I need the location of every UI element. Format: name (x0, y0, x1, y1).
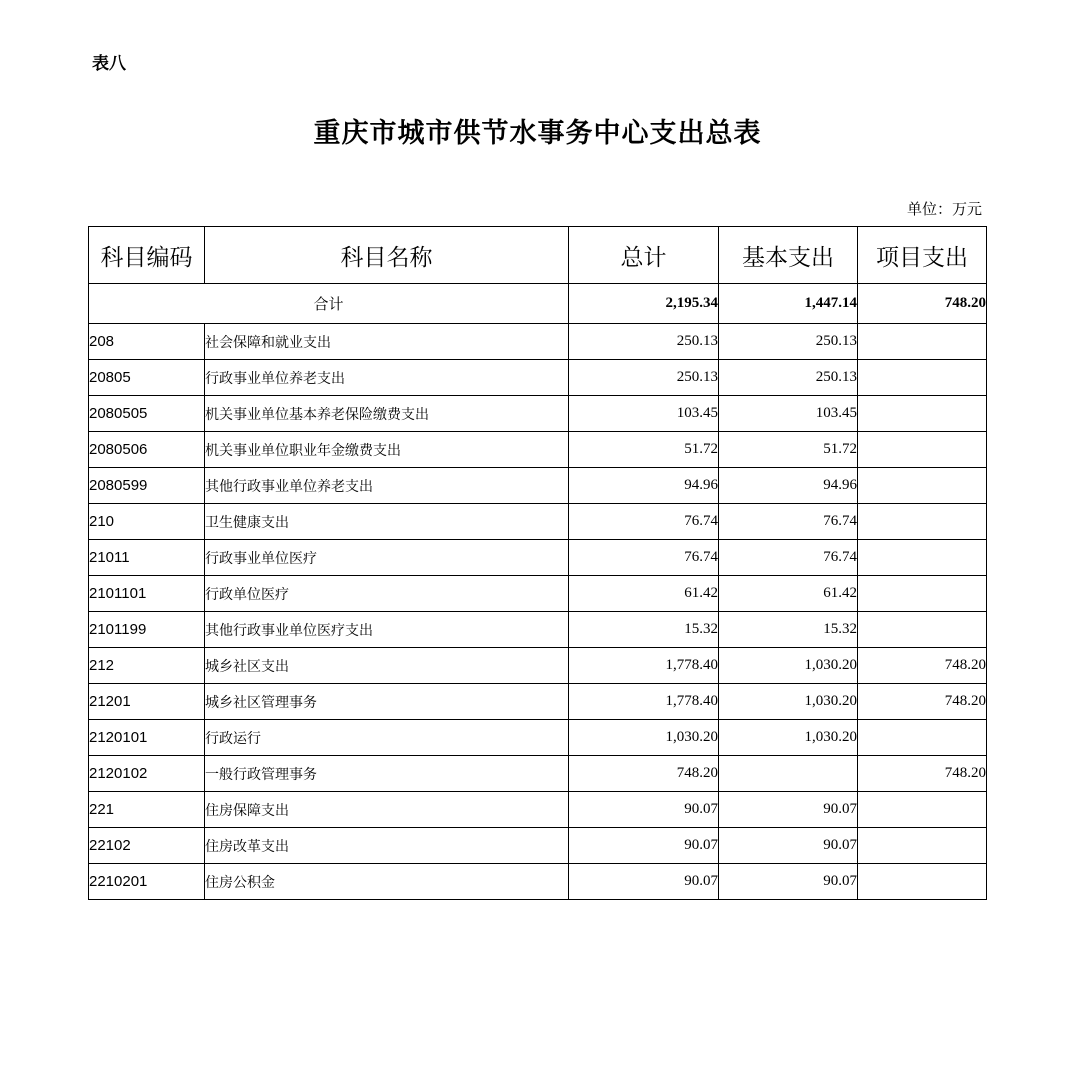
table-row (89, 324, 987, 360)
document-title: 重庆市城市供节水事务中心支出总表 (313, 118, 762, 149)
basic-amount: 15.32 (719, 612, 858, 648)
subject-code: 2210201 (89, 864, 205, 900)
header-project: 项目支出 (858, 227, 987, 284)
project-amount (858, 504, 987, 540)
subject-name: 社会保障和就业支出 (205, 324, 569, 360)
table-row (89, 360, 987, 396)
table-row (89, 504, 987, 540)
total-row (89, 284, 987, 324)
project-amount (858, 576, 987, 612)
subject-name: 城乡社区支出 (205, 648, 569, 684)
subject-code: 221 (89, 792, 205, 828)
subject-name: 城乡社区管理事务 (205, 684, 569, 720)
basic-amount: 250.13 (719, 360, 858, 396)
basic-amount: 90.07 (719, 864, 858, 900)
total-amount: 1,778.40 (569, 648, 719, 684)
table-row (89, 792, 987, 828)
table-row (89, 396, 987, 432)
basic-amount: 76.74 (719, 540, 858, 576)
subject-code: 2080506 (89, 432, 205, 468)
total-amount: 90.07 (569, 864, 719, 900)
table-row (89, 576, 987, 612)
subject-name: 一般行政管理事务 (205, 756, 569, 792)
project-amount (858, 864, 987, 900)
header-code: 科目编码 (89, 227, 205, 284)
total-amount: 250.13 (569, 324, 719, 360)
basic-amount: 76.74 (719, 504, 858, 540)
table-row (89, 432, 987, 468)
subject-code: 2101101 (89, 576, 205, 612)
subject-name: 行政事业单位医疗 (205, 540, 569, 576)
header-row (89, 227, 987, 284)
basic-amount: 1,030.20 (719, 648, 858, 684)
project-amount (858, 432, 987, 468)
table-row (89, 540, 987, 576)
basic-amount: 90.07 (719, 828, 858, 864)
subject-code: 21201 (89, 684, 205, 720)
subject-name: 机关事业单位职业年金缴费支出 (205, 432, 569, 468)
basic-amount: 61.42 (719, 576, 858, 612)
table-row (89, 756, 987, 792)
project-amount (858, 828, 987, 864)
total-project: 748.20 (858, 284, 987, 324)
table-row (89, 864, 987, 900)
total-amount: 90.07 (569, 792, 719, 828)
project-amount (858, 396, 987, 432)
basic-amount (719, 756, 858, 792)
total-amount: 15.32 (569, 612, 719, 648)
subject-name: 机关事业单位基本养老保险缴费支出 (205, 396, 569, 432)
total-amount: 61.42 (569, 576, 719, 612)
expenditure-table (88, 226, 987, 900)
table-row (89, 648, 987, 684)
unit-note: 单位：万元 (906, 200, 982, 218)
table-row (89, 828, 987, 864)
basic-amount: 51.72 (719, 432, 858, 468)
subject-name: 住房公积金 (205, 864, 569, 900)
subject-code: 212 (89, 648, 205, 684)
total-amount: 76.74 (569, 540, 719, 576)
basic-amount: 90.07 (719, 792, 858, 828)
basic-amount: 250.13 (719, 324, 858, 360)
project-amount (858, 468, 987, 504)
subject-name: 行政运行 (205, 720, 569, 756)
basic-amount: 103.45 (719, 396, 858, 432)
total-amount: 103.45 (569, 396, 719, 432)
header-total: 总计 (569, 227, 719, 284)
total-basic: 1,447.14 (719, 284, 858, 324)
subject-code: 20805 (89, 360, 205, 396)
total-amount: 250.13 (569, 360, 719, 396)
total-amount: 90.07 (569, 828, 719, 864)
project-amount: 748.20 (858, 756, 987, 792)
subject-name: 住房保障支出 (205, 792, 569, 828)
total-label: 合计 (89, 284, 569, 324)
subject-name: 其他行政事业单位医疗支出 (205, 612, 569, 648)
project-amount (858, 324, 987, 360)
header-name: 科目名称 (205, 227, 569, 284)
project-amount (858, 720, 987, 756)
subject-name: 行政事业单位养老支出 (205, 360, 569, 396)
subject-code: 210 (89, 504, 205, 540)
subject-code: 2080599 (89, 468, 205, 504)
project-amount (858, 360, 987, 396)
table-body (89, 284, 987, 900)
subject-code: 22102 (89, 828, 205, 864)
total-amount: 748.20 (569, 756, 719, 792)
total-amount: 51.72 (569, 432, 719, 468)
total-amount: 1,778.40 (569, 684, 719, 720)
project-amount: 748.20 (858, 648, 987, 684)
total-sum: 2,195.34 (569, 284, 719, 324)
subject-code: 2120101 (89, 720, 205, 756)
table-row (89, 612, 987, 648)
table-row (89, 468, 987, 504)
project-amount (858, 612, 987, 648)
subject-code: 2080505 (89, 396, 205, 432)
subject-name: 住房改革支出 (205, 828, 569, 864)
subject-code: 2120102 (89, 756, 205, 792)
table-row (89, 684, 987, 720)
table-row (89, 720, 987, 756)
total-amount: 76.74 (569, 504, 719, 540)
table-number-label: 表八 (92, 54, 126, 74)
project-amount: 748.20 (858, 684, 987, 720)
total-amount: 1,030.20 (569, 720, 719, 756)
subject-code: 2101199 (89, 612, 205, 648)
basic-amount: 1,030.20 (719, 720, 858, 756)
basic-amount: 1,030.20 (719, 684, 858, 720)
total-amount: 94.96 (569, 468, 719, 504)
header-basic: 基本支出 (719, 227, 858, 284)
subject-code: 21011 (89, 540, 205, 576)
subject-name: 其他行政事业单位养老支出 (205, 468, 569, 504)
project-amount (858, 792, 987, 828)
project-amount (858, 540, 987, 576)
basic-amount: 94.96 (719, 468, 858, 504)
subject-code: 208 (89, 324, 205, 360)
subject-name: 卫生健康支出 (205, 504, 569, 540)
subject-name: 行政单位医疗 (205, 576, 569, 612)
